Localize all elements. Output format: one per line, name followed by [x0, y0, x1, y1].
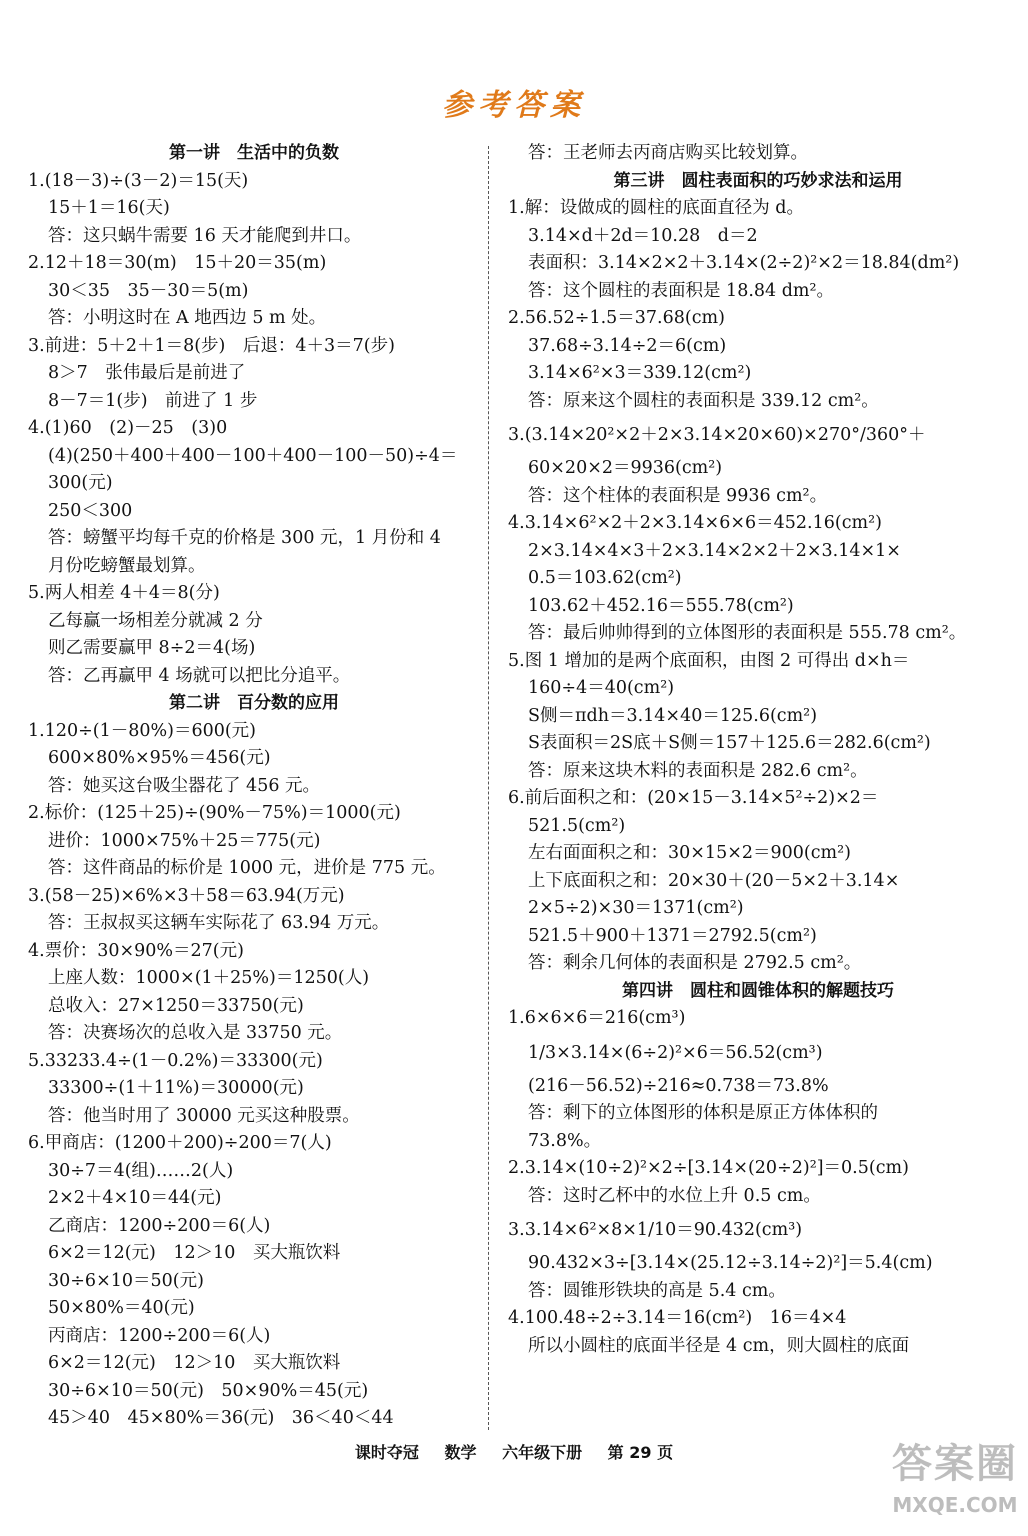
answer-line: 左右面面积之和：30×15×2＝900(cm²)	[528, 843, 851, 863]
answer-line: 答：最后帅帅得到的立体图形的表面积是 555.78 cm²。	[528, 623, 967, 643]
answer-line: 答：她买这台吸尘器花了 456 元。	[48, 775, 321, 796]
question-line: 1.(18－3)÷(3－2)＝15(天)	[28, 170, 249, 191]
watermark-text: 答案圈	[892, 1441, 1018, 1487]
question-line: 3.3.14×6²×8×1/10＝90.432(cm³)	[508, 1220, 803, 1240]
answer-line: 300(元)	[48, 473, 113, 493]
question-line: 2.标价：(125＋25)÷(90%－75%)＝1000(元)	[28, 803, 401, 823]
question-line: 4.(1)60 (2)－25 (3)0	[28, 418, 228, 438]
answer-line: 30÷6×10＝50(元) 50×90%＝45(元)	[48, 1380, 369, 1401]
footer-page-number: 第 29 页	[607, 1443, 674, 1462]
answer-line: 则乙需要赢甲 8÷2＝4(场)	[48, 638, 256, 658]
answer-line: 521.5(cm²)	[528, 815, 626, 836]
answer-line: 进价：1000×75%＋25＝775(元)	[48, 830, 321, 851]
answer-line: S侧＝πdh＝3.14×40＝125.6(cm²)	[528, 705, 818, 726]
answer-line: 月份吃螃蟹最划算。	[48, 555, 206, 576]
page-footer	[0, 1440, 1028, 1463]
footer-subject: 数学	[444, 1443, 477, 1462]
answer-line: 250＜300	[48, 500, 133, 521]
answer-line: 600×80%×95%＝456(元)	[48, 748, 271, 768]
answer-line: 答：这个圆柱的表面积是 18.84 dm²。	[528, 280, 835, 301]
answer-line: 6×2＝12(元) 12＞10 买大瓶饮料	[48, 1243, 341, 1263]
answer-line: 答：圆锥形铁块的高是 5.4 cm。	[528, 1280, 786, 1301]
question-line: 3.(3.14×20²×2＋2×3.14×20×60)×270°/360°＋	[508, 425, 926, 445]
answer-line: 33300÷(1＋11%)＝30000(元)	[48, 1078, 304, 1098]
answer-line: (216－56.52)÷216≈0.738＝73.8%	[528, 1075, 829, 1096]
answer-line: 521.5＋900＋1371＝2792.5(cm²)	[528, 925, 817, 946]
answer-line: 73.8%。	[528, 1130, 602, 1151]
answer-line: 答：这个柱体的表面积是 9936 cm²。	[528, 485, 828, 506]
section-heading: 第三讲 圆柱表面积的巧妙求法和运用	[613, 170, 903, 191]
answer-line: 答：这只蜗牛需要 16 天才能爬到井口。	[48, 225, 362, 246]
answer-line: 30÷7＝4(组)……2(人)	[48, 1160, 234, 1181]
answer-line: 1/3×3.14×(6÷2)²×6＝56.52(cm³)	[528, 1042, 823, 1063]
answer-line: 表面积：3.14×2×2＋3.14×(2÷2)²×2＝18.84(dm²)	[528, 253, 960, 273]
question-line: 4.3.14×6²×2＋2×3.14×6×6＝452.16(cm²)	[508, 513, 882, 533]
question-line: 1.6×6×6＝216(cm³)	[508, 1008, 686, 1028]
watermark-logo	[890, 1438, 1020, 1528]
answer-line: 答：乙再赢甲 4 场就可以把比分追平。	[48, 665, 351, 686]
answer-line: 答：这件商品的标价是 1000 元，进价是 775 元。	[48, 858, 446, 878]
answer-line: 答：剩余几何体的表面积是 2792.5 cm²。	[528, 953, 862, 973]
answer-line: 答：原来这块木料的表面积是 282.6 cm²。	[528, 760, 868, 781]
answer-line: 答：螃蟹平均每千克的价格是 300 元，1 月份和 4	[48, 528, 441, 548]
answer-line: 答：王叔叔买这辆车实际花了 63.94 万元。	[48, 913, 390, 933]
answer-line: 答：小明这时在 A 地西边 5 m 处。	[48, 308, 327, 328]
watermark-url: MXQE.COM	[892, 1493, 1018, 1517]
answer-line: 答：他当时用了 30000 元买这种股票。	[48, 1105, 360, 1126]
question-line: 5.两人相差 4＋4＝8(分)	[28, 583, 220, 603]
answer-line: 103.62＋452.16＝555.78(cm²)	[528, 595, 794, 616]
answer-line: 3.14×d＋2d＝10.28 d＝2	[528, 225, 758, 246]
question-line: 1.120÷(1－80%)＝600(元)	[28, 720, 257, 741]
section-heading: 第二讲 百分数的应用	[169, 693, 339, 713]
answer-line: S表面积＝2S底＋S侧＝157＋125.6＝282.6(cm²)	[528, 733, 931, 753]
answer-line: 乙商店：1200÷200＝6(人)	[48, 1215, 271, 1236]
answer-line: 答：王老师去丙商店购买比较划算。	[528, 143, 808, 163]
question-line: 2.12＋18＝30(m) 15＋20＝35(m)	[28, 253, 327, 273]
answer-line: 0.5＝103.62(cm²)	[528, 568, 682, 588]
answer-line: 30＜35 35－30＝5(m)	[48, 280, 249, 301]
question-line: 3.(58－25)×6%×3＋58＝63.94(万元)	[28, 885, 345, 906]
answer-line: 6×2＝12(元) 12＞10 买大瓶饮料	[48, 1353, 341, 1373]
question-line: 1.解：设做成的圆柱的底面直径为 d。	[508, 198, 804, 218]
column-divider	[488, 146, 489, 1430]
answer-line: (4)(250＋400＋400－100＋400－100－50)÷4＝	[48, 445, 458, 466]
question-line: 4.票价：30×90%＝27(元)	[28, 940, 244, 961]
section-heading: 第一讲 生活中的负数	[169, 143, 339, 163]
answer-line: 答：原来这个圆柱的表面积是 339.12 cm²。	[528, 390, 879, 411]
question-line: 3.前进：5＋2＋1＝8(步) 后退：4＋3＝7(步)	[28, 335, 395, 356]
answer-line: 2×5÷2)×30＝1371(cm²)	[528, 898, 744, 918]
answer-line: 答：剩下的立体图形的体积是原正方体体积的	[528, 1103, 878, 1123]
answer-line: 乙每赢一场相差分就减 2 分	[48, 610, 263, 631]
right-column	[508, 140, 1008, 1360]
answer-line: 60×20×2＝9936(cm²)	[528, 458, 723, 478]
answer-line: 上座人数：1000×(1＋25%)＝1250(人)	[48, 968, 370, 988]
answer-line: 2×2＋4×10＝44(元)	[48, 1188, 222, 1208]
question-line: 5.33233.4÷(1－0.2%)＝33300(元)	[28, 1050, 323, 1071]
answer-line: 15＋1＝16(天)	[48, 198, 170, 218]
answer-line: 答：这时乙杯中的水位上升 0.5 cm。	[528, 1185, 821, 1206]
answer-line: 丙商店：1200÷200＝6(人)	[48, 1325, 271, 1346]
answer-line: 45＞40 45×80%＝36(元) 36＜40＜44	[48, 1408, 394, 1428]
page-title: 参考答案	[442, 88, 586, 123]
question-line: 2.56.52÷1.5＝37.68(cm)	[508, 308, 725, 328]
answer-line: 2×3.14×4×3＋2×3.14×2×2＋2×3.14×1×	[528, 540, 901, 561]
left-column	[28, 140, 480, 1433]
question-line: 5.图 1 增加的是两个底面积，由图 2 可得出 d×h＝	[508, 650, 910, 671]
question-line: 6.前后面积之和：(20×15－3.14×5²÷2)×2＝	[508, 788, 879, 808]
footer-grade: 六年级下册	[502, 1443, 583, 1462]
answer-line: 160÷4＝40(cm²)	[528, 678, 675, 698]
answer-line: 3.14×6²×3＝339.12(cm²)	[528, 363, 752, 383]
answer-line: 上下底面积之和：20×30＋(20－5×2＋3.14×	[528, 870, 900, 891]
answer-line: 50×80%＝40(元)	[48, 1298, 195, 1318]
answer-line: 总收入：27×1250＝33750(元)	[48, 995, 304, 1016]
answer-line: 90.432×3÷[3.14×(25.12÷3.14÷2)²]＝5.4(cm)	[528, 1253, 933, 1273]
footer-brand: 课时夺冠	[354, 1443, 419, 1462]
answer-line: 30÷6×10＝50(元)	[48, 1270, 204, 1291]
question-line: 4.100.48÷2÷3.14＝16(cm²) 16＝4×4	[508, 1308, 847, 1328]
answer-line: 8－7＝1(步) 前进了 1 步	[48, 390, 258, 411]
answer-line: 所以小圆柱的底面半径是 4 cm，则大圆柱的底面	[528, 1335, 910, 1356]
answer-line: 答：决赛场次的总收入是 33750 元。	[48, 1023, 343, 1043]
section-heading: 第四讲 圆柱和圆锥体积的解题技巧	[622, 980, 894, 1001]
question-line: 6.甲商店：(1200＋200)÷200＝7(人)	[28, 1133, 332, 1153]
answer-line: 37.68÷3.14÷2＝6(cm)	[528, 335, 727, 356]
answer-line: 8＞7 张伟最后是前进了	[48, 363, 246, 383]
question-line: 2.3.14×(10÷2)²×2÷[3.14×(20÷2)²]＝0.5(cm)	[508, 1158, 909, 1178]
